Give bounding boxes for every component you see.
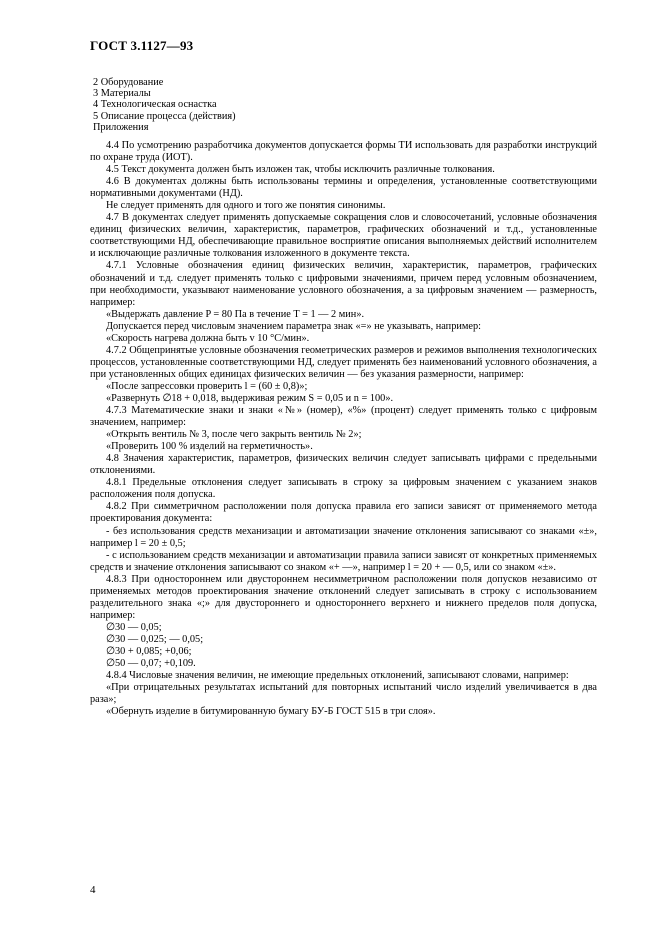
example-line: «Открыть вентиль № 3, после чего закрыть вентиль № 2»;: [106, 429, 362, 441]
list-item: - с использованием средств механизации и автоматизации правила записи зависят от конкретных применяемых средств и значение отклонения записывают со знаком «+ —», например l = 20 + — 0,5, или со знаком «±».: [90, 549, 597, 573]
example-line: ∅50 — 0,07; +0,109.: [106, 658, 196, 670]
table-of-contents: [90, 77, 597, 133]
toc-item: Приложения: [93, 121, 149, 133]
page-number: 4: [90, 884, 96, 896]
paragraph-synonyms: Не следует применять для одного и того же понятия синонимы.: [106, 200, 386, 212]
example-line: «Скорость нагрева должна быть v 10 °С/мин».: [106, 332, 310, 344]
example-line: ∅30 + 0,085; +0,06;: [106, 645, 192, 657]
list-item: - без использования средств механизации и автоматизации значение отклонения записывают со знаками «±», например l = 20 ± 0,5;: [90, 525, 597, 549]
document-body: [90, 77, 597, 718]
toc-item: 3 Материалы: [93, 88, 151, 100]
paragraph-4-8-1: 4.8.1 Предельные отклонения следует записывать в строку за цифровым значением с указанием знаков расположения поля допуска.: [90, 477, 597, 501]
paragraph-4-7: 4.7 В документах следует применять допускаемые сокращения слов и словосочетаний, условные обозначения единиц физических величин, характеристик, параметров, графических обозначений и т.д., установленные соответствующими НД, обеспечивающие правильное восприятие описания выполняемых действий исполнителем и исключающие различные толкования изложенного в документе текста.: [90, 212, 597, 260]
paragraph-4-8-2: 4.8.2 При симметричном расположении поля допуска правила его записи зависят от применяемого метода проектирования документа:: [90, 501, 597, 525]
paragraph-4-8-3: 4.8.3 При одностороннем или двустороннем несимметричном расположении поля допусков независимо от применяемых методов проектирования значение отклонений следует записывать в строку с использованием разделительного знака «;» для двустороннего и одностороннего верхнего и нижнего пределов поля допуска, например:: [90, 573, 597, 621]
paragraph-4-7-1: 4.7.1 Условные обозначения единиц физических величин, характеристик, параметров, графических обозначений и т.д. следует применять только с цифровыми значениями, причем перед условным обозначением, при необходимости, указывают наименование условного обозначения, а за цифровым значением — размерность, например:: [90, 260, 597, 308]
paragraph-4-8: 4.8 Значения характеристик, параметров, физических величин следует записывать цифрами с предельными отклонениями.: [90, 453, 597, 477]
example-line: «Проверить 100 % изделий на герметичность».: [106, 441, 313, 453]
example-line: «После запрессовки проверить l = (60 ± 0,8)»;: [106, 380, 308, 392]
example-line: «Развернуть ∅18 + 0,018, выдерживая режим S = 0,05 и n = 100».: [106, 393, 394, 404]
paragraph-4-5: 4.5 Текст документа должен быть изложен так, чтобы исключить различные толкования.: [106, 164, 495, 176]
paragraph-4-4: 4.4 По усмотрению разработчика документов допускается формы ТИ использовать для разработки инструкций по охране труда (ИОТ).: [90, 140, 597, 164]
paragraph-text: Допускается перед числовым значением параметра знак «=» не указывать, например:: [106, 320, 481, 332]
toc-item: 5 Описание процесса (действия): [93, 110, 236, 122]
example-line: ∅30 — 0,05;: [106, 621, 162, 633]
paragraph-4-6: 4.6 В документах должны быть использованы термины и определения, установленные соответствующими нормативными документами (НД).: [90, 176, 597, 200]
paragraph-4-7-3: 4.7.3 Математические знаки и знаки «№» (номер), «%» (процент) следует применять только с цифровым значением, например:: [90, 405, 597, 429]
toc-item: 2 Оборудование: [93, 77, 164, 88]
example-line: «Выдержать давление P = 80 Па в течение T = 1 — 2 мин».: [106, 308, 365, 320]
paragraph-4-8-4: 4.8.4 Числовые значения величин, не имеющие предельных отклонений, записывают словами, например:: [106, 670, 569, 682]
example-line: «При отрицательных результатах испытаний для повторных испытаний число изделий увеличивается в два раза»;: [90, 682, 597, 706]
example-line: ∅30 — 0,025; — 0,05;: [106, 633, 204, 645]
example-line: «Обернуть изделие в битумированную бумагу БУ-Б ГОСТ 515 в три слоя».: [106, 706, 436, 718]
toc-item: 4 Технологическая оснастка: [93, 99, 217, 111]
document-code: ГОСТ 3.1127—93: [90, 38, 194, 53]
paragraph-4-7-2: 4.7.2 Общепринятые условные обозначения геометрических размеров и режимов выполнения технологических процессов, установленные соответствующими НД, следует применять без наименований условного обозначения, а при установленных общих единицах физических величин — без указания размерности, например:: [90, 344, 597, 380]
